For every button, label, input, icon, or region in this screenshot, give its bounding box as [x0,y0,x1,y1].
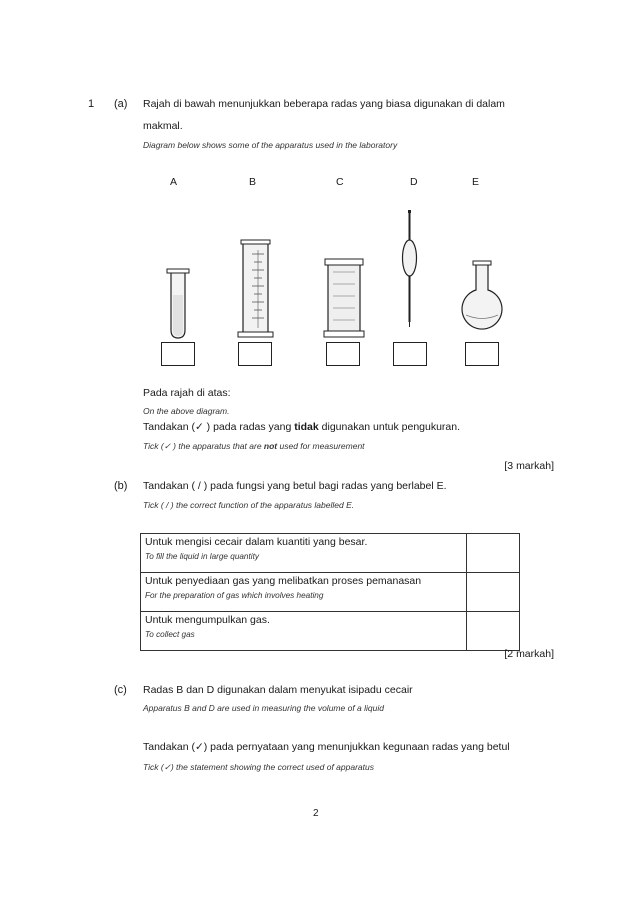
tick-box-1[interactable] [467,534,520,573]
tick-box-3[interactable] [467,612,520,651]
answer-box-a[interactable] [161,342,195,366]
part-a-label: (a) [114,98,128,110]
table-row [141,612,520,651]
option-cell [141,573,467,612]
option-cell [141,612,467,651]
apparatus-label-a: A [170,176,178,188]
part-a-text-line1: Rajah di bawah menunjukkan beberapa radas yang biasa digunakan di dalam [143,98,505,110]
part-a-text-line2: makmal. [143,120,183,132]
option-2-english: For the preparation of gas which involves heating [145,591,324,600]
answer-box-b[interactable] [238,342,272,366]
part-a-marks: [3 markah] [504,460,554,472]
instruction-post: digunakan untuk pengukuran. [318,421,461,433]
part-a-prompt: Pada rajah di atas: [143,387,231,399]
part-a-english: Diagram below shows some of the apparatus used in the laboratory [143,140,398,150]
part-a-prompt-english: On the above diagram. [143,406,230,416]
part-a-instruction-english [143,441,365,452]
table-row [141,573,520,612]
measuring-cylinder-icon [238,240,273,337]
part-b-label: (b) [114,480,128,492]
instruction-english-post: used for measurement [277,441,365,451]
part-c-instruction-english: Tick (✓) the statement showing the correct used of apparatus [143,762,374,772]
apparatus-label-b: B [249,176,257,188]
test-tube-icon [167,269,189,338]
apparatus-label-d: D [410,176,418,188]
round-bottom-flask-icon [462,261,502,329]
instruction-pre: Tandakan (✓ ) pada radas yang [143,421,295,433]
pipette-icon [403,210,417,327]
answer-box-d[interactable] [393,342,427,366]
part-a-instruction [143,421,460,433]
answer-box-c[interactable] [326,342,360,366]
apparatus-label-e: E [472,176,480,188]
option-3-english: To collect gas [145,630,195,639]
instruction-bold: tidak [294,421,319,433]
option-cell [141,534,467,573]
tick-box-2[interactable] [467,573,520,612]
part-b-text: Tandakan ( / ) pada fungsi yang betul bagi radas yang berlabel E. [143,480,447,492]
option-1-english: To fill the liquid in large quantity [145,552,259,561]
instruction-english-pre: Tick (✓ ) the apparatus that are [143,441,264,451]
part-c-english: Apparatus B and D are used in measuring the volume of a liquid [143,703,384,713]
apparatus-label-c: C [336,176,344,188]
part-b-marks: [2 markah] [504,648,554,660]
instruction-english-bold: not [263,441,278,451]
part-b-english: Tick ( / ) the correct function of the apparatus labelled E. [143,500,355,510]
part-c-label: (c) [114,684,127,696]
answer-box-e[interactable] [465,342,499,366]
function-table [140,533,520,651]
gas-jar-icon [324,259,364,337]
option-3-malay: Untuk mengumpulkan gas. [145,614,270,626]
option-2-malay: Untuk penyediaan gas yang melibatkan proses pemanasan [145,575,422,587]
table-row [141,534,520,573]
page-number: 2 [313,808,319,819]
question-number: 1 [88,98,95,110]
part-c-text: Radas B dan D digunakan dalam menyukat isipadu cecair [143,684,413,696]
part-c-instruction: Tandakan (✓) pada pernyataan yang menunjukkan kegunaan radas yang betul [143,741,510,753]
option-1-malay: Untuk mengisi cecair dalam kuantiti yang besar. [145,536,368,548]
